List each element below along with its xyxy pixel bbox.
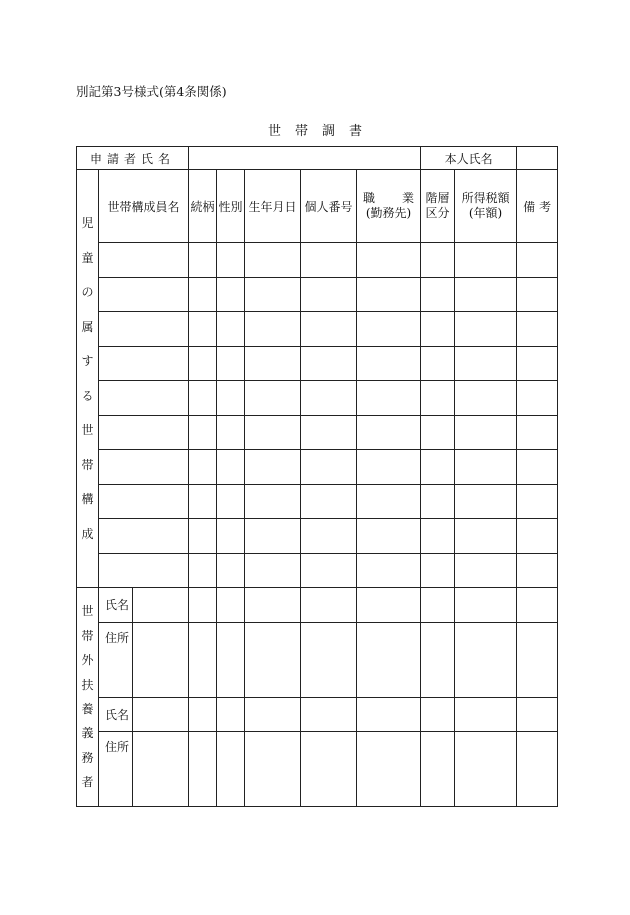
occupation-cell[interactable] [357,381,421,416]
tax-cell[interactable] [455,312,517,347]
cell[interactable] [421,588,455,623]
cell[interactable] [189,622,217,697]
vertical-char: る [81,388,94,403]
sex-cell[interactable] [217,553,245,588]
personal-number-cell[interactable] [301,346,357,381]
support-address-row [77,732,558,807]
tier-cell[interactable] [421,553,455,588]
cell[interactable] [455,732,517,807]
remarks-cell[interactable] [517,415,558,450]
applicant-name-label: 申請者氏名 [77,147,189,170]
tier-cell[interactable] [421,484,455,519]
table-row [77,381,558,416]
occupation-cell[interactable] [357,553,421,588]
household-section-label [77,170,99,588]
vertical-char: 世 [81,604,94,619]
personal-number-cell[interactable] [301,519,357,554]
birth-date-cell[interactable] [245,450,301,485]
member-name-cell[interactable] [99,277,189,312]
vertical-char: 帯 [81,457,94,472]
cell[interactable] [517,622,558,697]
cell[interactable] [357,588,421,623]
table-row [77,415,558,450]
table-row [77,243,558,278]
remarks-cell[interactable] [517,519,558,554]
cell[interactable] [517,697,558,732]
cell[interactable] [357,732,421,807]
cell[interactable] [455,588,517,623]
col-occupation-char: 職 [363,191,376,205]
personal-number-cell[interactable] [301,450,357,485]
tier-cell[interactable] [421,346,455,381]
cell[interactable] [455,622,517,697]
cell[interactable] [301,588,357,623]
cell[interactable] [217,588,245,623]
tier-cell[interactable] [421,450,455,485]
table-row [77,277,558,312]
col-tier-line1: 階層 [425,191,450,205]
vertical-char: 帯 [81,628,94,643]
cell[interactable] [217,697,245,732]
household-header-row [77,170,558,243]
birth-date-cell[interactable] [245,484,301,519]
relationship-cell[interactable] [189,415,217,450]
tax-cell[interactable] [455,277,517,312]
cell[interactable] [189,732,217,807]
tier-cell[interactable] [421,415,455,450]
table-row [77,553,558,588]
cell[interactable] [245,622,301,697]
relationship-cell[interactable] [189,381,217,416]
col-tier [421,170,455,243]
col-member-name: 世帯構成員名 [99,170,189,243]
cell[interactable] [517,588,558,623]
tier-cell[interactable] [421,312,455,347]
tier-cell[interactable] [421,277,455,312]
table-row [77,519,558,554]
cell[interactable] [421,732,455,807]
occupation-cell[interactable] [357,519,421,554]
document-title: 世帯調書 [267,124,376,139]
col-remarks-char: 備 [523,199,536,214]
birth-date-cell[interactable] [245,519,301,554]
member-name-cell[interactable] [99,312,189,347]
personal-number-cell[interactable] [301,243,357,278]
support-name-field[interactable] [133,697,189,732]
personal-number-cell[interactable] [301,312,357,347]
support-address-label: 住所 [99,732,133,807]
relationship-cell[interactable] [189,277,217,312]
personal-number-cell[interactable] [301,484,357,519]
personal-number-cell[interactable] [301,415,357,450]
form-number: 別記第3号様式(第4条関係) [76,84,227,99]
remarks-cell[interactable] [517,277,558,312]
remarks-cell[interactable] [517,312,558,347]
col-remarks [517,170,558,243]
tax-cell[interactable] [455,450,517,485]
cell[interactable] [189,588,217,623]
personal-number-cell[interactable] [301,553,357,588]
relationship-cell[interactable] [189,243,217,278]
birth-date-cell[interactable] [245,346,301,381]
cell[interactable] [245,588,301,623]
sex-cell[interactable] [217,277,245,312]
cell[interactable] [357,622,421,697]
cell[interactable] [245,697,301,732]
col-personal-number: 個人番号 [301,170,357,243]
cell[interactable] [357,697,421,732]
vertical-char: 構 [81,492,94,506]
birth-date-cell[interactable] [245,415,301,450]
remarks-cell[interactable] [517,346,558,381]
vertical-char: 世 [81,423,94,437]
household-form-table [76,146,558,807]
vertical-char: 扶 [81,677,94,692]
birth-date-cell[interactable] [245,277,301,312]
occupation-cell[interactable] [357,484,421,519]
member-name-cell[interactable] [99,519,189,554]
occupation-cell[interactable] [357,277,421,312]
tax-cell[interactable] [455,519,517,554]
col-birth-date: 生年月日 [245,170,301,243]
support-address-row [77,622,558,697]
remarks-cell[interactable] [517,243,558,278]
tier-cell[interactable] [421,381,455,416]
tax-cell[interactable] [455,346,517,381]
relationship-cell[interactable] [189,312,217,347]
occupation-cell[interactable] [357,312,421,347]
support-name-row [77,697,558,732]
cell[interactable] [421,622,455,697]
support-name-label: 氏名 [99,697,133,732]
member-name-cell[interactable] [99,381,189,416]
person-name-label: 本人氏名 [421,147,517,170]
cell[interactable] [421,697,455,732]
col-sex: 性別 [217,170,245,243]
vertical-char: 外 [81,653,94,668]
member-name-cell[interactable] [99,346,189,381]
support-name-label: 氏名 [99,588,133,623]
cell[interactable] [217,732,245,807]
vertical-char: 務 [81,750,94,765]
vertical-char: の [81,285,94,299]
sex-cell[interactable] [217,312,245,347]
tier-cell[interactable] [421,243,455,278]
tax-cell[interactable] [455,381,517,416]
remarks-cell[interactable] [517,484,558,519]
vertical-char: 属 [81,319,94,334]
col-tax-line1: 所得税額 [461,191,510,205]
vertical-char: 者 [81,775,94,790]
member-name-cell[interactable] [99,484,189,519]
member-name-cell[interactable] [99,450,189,485]
col-tax [455,170,517,243]
vertical-char: 成 [81,526,94,541]
support-address-label: 住所 [99,622,133,697]
cell[interactable] [517,732,558,807]
table-row [77,346,558,381]
tier-cell[interactable] [421,519,455,554]
sex-cell[interactable] [217,346,245,381]
relationship-cell[interactable] [189,450,217,485]
tax-cell[interactable] [455,415,517,450]
relationship-cell[interactable] [189,346,217,381]
sex-cell[interactable] [217,243,245,278]
sex-cell[interactable] [217,450,245,485]
member-name-cell[interactable] [99,415,189,450]
cell[interactable] [189,697,217,732]
tax-cell[interactable] [455,243,517,278]
col-tax-line2: (年額) [468,206,503,220]
cell[interactable] [301,697,357,732]
sex-cell[interactable] [217,484,245,519]
occupation-cell[interactable] [357,415,421,450]
col-relationship: 続柄 [189,170,217,243]
cell[interactable] [245,732,301,807]
personal-number-cell[interactable] [301,381,357,416]
vertical-char: 児 [81,216,94,230]
support-name-row [77,588,558,623]
member-name-cell[interactable] [99,553,189,588]
cell[interactable] [455,697,517,732]
col-occupation [357,170,421,243]
vertical-char: 養 [81,702,94,716]
table-row [77,484,558,519]
remarks-cell[interactable] [517,553,558,588]
vertical-char: 義 [81,726,94,741]
col-occupation-sub: (勤務先) [365,206,412,220]
birth-date-cell[interactable] [245,553,301,588]
col-tier-line2: 区分 [425,206,450,220]
relationship-cell[interactable] [189,484,217,519]
support-section-label [77,588,99,807]
col-occupation-char: 業 [402,191,415,205]
applicant-row [77,147,558,170]
support-name-field[interactable] [133,588,189,623]
cell[interactable] [301,622,357,697]
support-address-field[interactable] [133,732,189,807]
birth-date-cell[interactable] [245,243,301,278]
remarks-cell[interactable] [517,450,558,485]
table-row [77,450,558,485]
relationship-cell[interactable] [189,553,217,588]
cell[interactable] [301,732,357,807]
occupation-cell[interactable] [357,346,421,381]
support-address-field[interactable] [133,622,189,697]
relationship-cell[interactable] [189,519,217,554]
birth-date-cell[interactable] [245,312,301,347]
applicant-name-field[interactable] [189,147,421,170]
tax-cell[interactable] [455,484,517,519]
col-remarks-char: 考 [539,199,552,214]
cell[interactable] [217,622,245,697]
occupation-cell[interactable] [357,450,421,485]
sex-cell[interactable] [217,519,245,554]
vertical-char: 童 [81,250,94,265]
table-row [77,312,558,347]
sex-cell[interactable] [217,381,245,416]
vertical-char: す [81,354,94,368]
member-name-cell[interactable] [99,243,189,278]
person-name-field[interactable] [517,147,558,170]
birth-date-cell[interactable] [245,381,301,416]
personal-number-cell[interactable] [301,277,357,312]
tax-cell[interactable] [455,553,517,588]
remarks-cell[interactable] [517,381,558,416]
sex-cell[interactable] [217,415,245,450]
occupation-cell[interactable] [357,243,421,278]
